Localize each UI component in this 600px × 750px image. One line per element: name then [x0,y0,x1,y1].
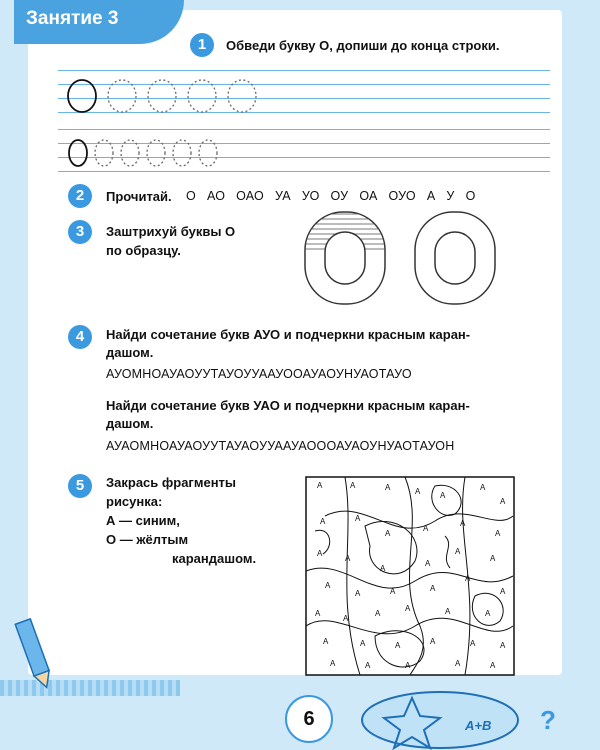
puzzle-letter: А [430,637,436,646]
puzzle-letter: А [350,481,356,490]
puzzle-letter: А [395,641,401,650]
puzzle-letter: А [360,639,366,648]
puzzle-letter: А [455,547,461,556]
puzzle-letter: А [405,604,411,613]
hatched-letters-o [300,208,500,308]
puzzle-letter: А [500,497,506,506]
puzzle-letter: А [365,661,371,670]
task-4-sequence-2: АУАОМНОАУАОУУТАУАОУУААУАОООАУАОУНУАОТАУОН [106,439,455,453]
task-4-part1-line1: Найди сочетание букв АУО и подчеркни красным каран- [106,327,471,342]
task-4-sequence-1: АУОМНОАУАОУУТАУОУУААУООАУАОУНУАОТАУО [106,367,412,381]
puzzle-letter: А [440,491,446,500]
lesson-title: Занятие 3 [14,0,184,44]
puzzle-letter: А [465,574,471,583]
puzzle-letter: А [490,661,496,670]
puzzle-letter: А [317,481,323,490]
puzzle-letter: А [390,587,396,596]
puzzle-letter: А [355,589,361,598]
puzzle-letter: А [445,607,451,616]
task-2-syllables: О АО ОАО УА УО ОУ ОА ОУО А У О [186,189,476,203]
puzzle-letter: А [355,514,361,523]
puzzle-letter: А [470,639,476,648]
puzzle-letter: А [343,614,349,623]
task-5-line2: рисунка: [106,494,163,509]
puzzle-letter: А [405,661,411,670]
puzzle-letter: А [495,529,501,538]
star-emblem-icon [360,690,520,750]
puzzle-letter: А [375,609,381,618]
task-2-label: Прочитай. [106,189,172,204]
puzzle-letter: А [315,609,321,618]
task-1-number: 1 [190,33,214,57]
task-5-line1: Закрась фрагменты [106,475,237,490]
puzzle-letter: А [490,554,496,563]
puzzle-letter: А [380,564,386,573]
task-5-line4: О — жёлтым [106,532,189,547]
puzzle-letter: А [330,659,336,668]
puzzle-letter: А [423,524,429,533]
puzzle-letter: А [460,519,466,528]
pencil-icon [14,600,54,690]
puzzle-letter: А [323,637,329,646]
puzzle-letter: А [320,517,326,526]
puzzle-letter: А [500,587,506,596]
task-4-number: 4 [68,325,92,349]
question-mark-icon: ? [540,705,556,735]
task-4-part2-line2: дашом. [106,416,154,431]
task-3-line2: по образцу. [106,243,181,258]
footer-symbol: А+В [465,718,492,733]
task-5-line3: А — синим, [106,513,180,528]
puzzle-letter: А [325,581,331,590]
task-2-number: 2 [68,184,92,208]
puzzle-letter: А [385,483,391,492]
task-1-text: Обведи букву О, допиши до конца строки. [226,38,500,53]
puzzle-letter: А [345,554,351,563]
coloring-puzzle [305,476,515,676]
puzzle-letter: А [317,549,323,558]
tracing-circles [60,74,280,174]
puzzle-letter: А [385,529,391,538]
task-4-part1-line2: дашом. [106,345,154,360]
task-3-number: 3 [68,220,92,244]
puzzle-letter: А [425,559,431,568]
puzzle-letter: А [415,487,421,496]
task-5-line5: карандашом. [172,551,257,566]
page-number: 6 [285,695,333,743]
puzzle-letter: А [485,609,491,618]
puzzle-letter: А [455,659,461,668]
task-5-number: 5 [68,474,92,498]
puzzle-letter: А [480,483,486,492]
puzzle-letter: А [430,584,436,593]
task-3-line1: Заштрихуй буквы О [106,224,236,239]
task-4-part2-line1: Найди сочетание букв УАО и подчеркни красным каран- [106,398,470,413]
puzzle-letter: А [500,641,506,650]
